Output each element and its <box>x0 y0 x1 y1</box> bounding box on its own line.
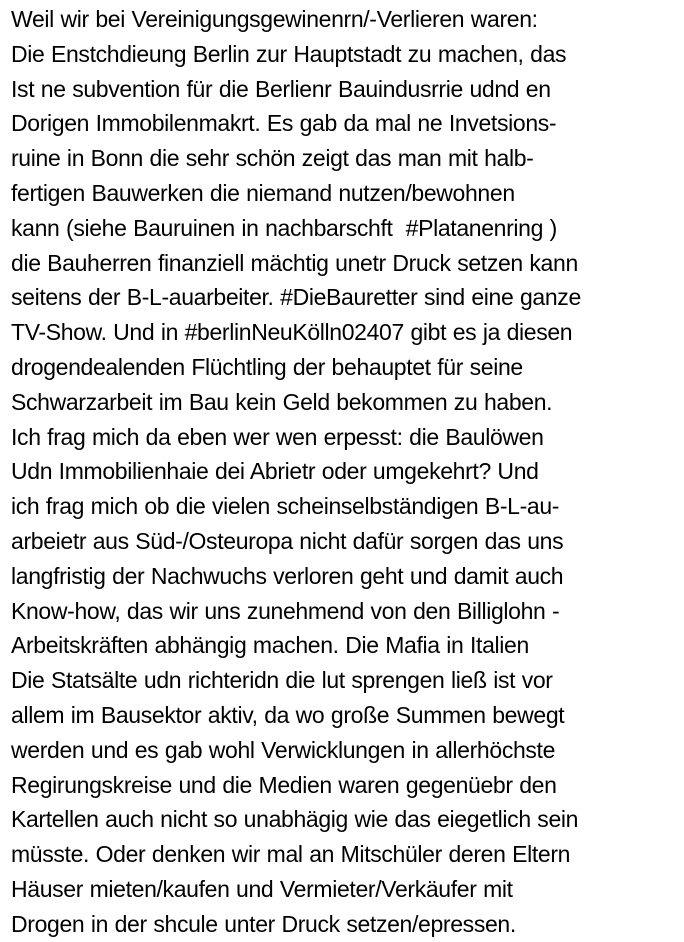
text-line-1: Weil wir bei Vereinigungsgewinenrn/-Verlieren waren: <box>11 6 538 32</box>
text-line-21: allem im Bausektor aktiv, da wo große Summen bewegt <box>11 701 565 728</box>
text-line-6: fertigen Bauwerken die niemand nutzen/bewohnen <box>11 179 515 206</box>
text-line-2: Die Enstchdieung Berlin zur Hauptstadt zu machen, das <box>11 40 567 67</box>
text-line-14: Udn Immobilienhaie dei Abrietr oder umgekehrt? Und <box>11 458 539 485</box>
text-line-15: ich frag mich ob die vielen scheinselbständigen B-L-au- <box>11 493 560 520</box>
text-line-27: Drogen in der shcule unter Druck setzen/epressen. <box>11 910 516 937</box>
text-line-3: Ist ne subvention für die Berlienr Bauindusrrie udnd en <box>11 75 551 102</box>
text-line-9: seitens der B-L-auarbeiter. #DieBauretter sind eine ganze <box>11 284 581 311</box>
text-line-5: ruine in Bonn die sehr schön zeigt das man mit halb- <box>11 145 534 172</box>
text-line-19: Arbeitskräften abhängig machen. Die Mafia in Italien <box>11 632 529 659</box>
text-line-13: Ich frag mich da eben wer wen erpesst: die Baulöwen <box>11 423 544 450</box>
text-line-23: Regirungskreise und die Medien waren gegenüebr den <box>11 771 557 798</box>
text-line-18: Know-how, das wir uns zunehmend von den Billiglohn - <box>11 597 560 624</box>
text-line-11: drogendealenden Flüchtling der behauptet für seine <box>11 353 523 380</box>
text-line-7: kann (siehe Bauruinen in nachbarschft #Platanenring ) <box>11 214 557 241</box>
text-line-25: müsste. Oder denken wir mal an Mitschüler deren Eltern <box>11 841 571 868</box>
text-line-12: Schwarzarbeit im Bau kein Geld bekommen zu haben. <box>11 388 553 415</box>
text-line-4: Dorigen Immobilenmakrt. Es gab da mal ne Invetsions- <box>11 110 557 137</box>
body-text <box>11 2 681 942</box>
text-line-26: Häuser mieten/kaufen und Vermieter/Verkäufer mit <box>11 875 513 902</box>
text-line-24: Kartellen auch nicht so unabhägig wie das eiegetlich sein <box>11 806 579 833</box>
text-line-16: arbeietr aus Süd-/Osteuropa nicht dafür sorgen das uns <box>11 527 564 554</box>
text-line-10: TV-Show. Und in #berlinNeuKölln02407 gibt es ja diesen <box>11 319 573 346</box>
text-line-20: Die Statsälte udn richteridn die lut sprengen ließ ist vor <box>11 667 553 694</box>
text-line-17: langfristig der Nachwuchs verloren geht und damit auch <box>11 562 564 589</box>
text-line-8: die Bauherren finanziell mächtig unetr Druck setzen kann <box>11 249 578 276</box>
text-line-22: werden und es gab wohl Verwicklungen in allerhöchste <box>11 736 556 763</box>
